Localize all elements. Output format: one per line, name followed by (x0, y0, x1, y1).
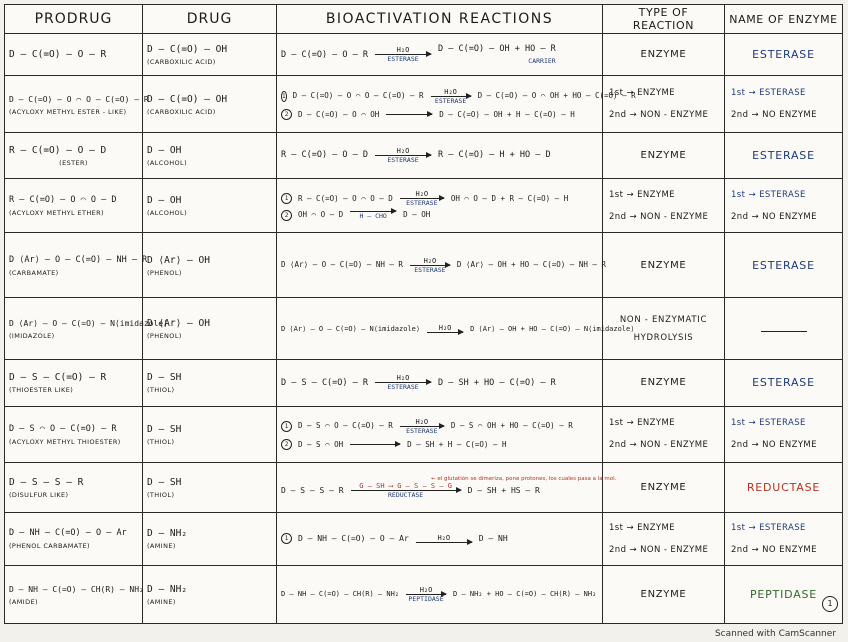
reactant: D ⟨Ar⟩ – O – C(=O) – N⟨imidazole⟩ (281, 324, 421, 333)
type-step-1: 1st → ENZYME (609, 189, 675, 200)
prodrug-caption: (ACYLOXY METHYL ETHER) (9, 209, 104, 218)
drug-caption: (CARBOXILIC ACID) (147, 58, 216, 67)
enzyme-cell: ESTERASE (725, 233, 843, 297)
product: D – C(=O) – OH + HO – R (438, 43, 556, 54)
reaction-line-2 (281, 109, 598, 121)
arrow-enzyme: PEPTIDASE (408, 594, 444, 603)
enzyme-cell: PEPTIDASE (725, 565, 843, 623)
reaction-cell (277, 179, 603, 233)
arrow-line (416, 542, 472, 543)
no-enzyme-dash (761, 331, 807, 332)
reaction-arrow (400, 418, 444, 435)
table-row (5, 360, 843, 406)
table-row (5, 179, 843, 233)
header-prodrug: PRODRUG (5, 5, 143, 34)
header-name: NAME OF ENZYME (725, 5, 843, 34)
arrow-line (350, 444, 400, 445)
product: D – SH + HS – R (467, 485, 540, 495)
prodrug-table (4, 4, 843, 624)
drug-caption: (ALCOHOL) (147, 158, 188, 167)
arrow-enzyme: ESTERASE (414, 265, 446, 274)
arrow-reagent: G – SH ⟶ G – S – S – G (359, 482, 452, 491)
enzyme-cell (725, 179, 843, 233)
reaction-cell (277, 233, 606, 297)
enzyme-step-2: 2nd → NO ENZYME (731, 544, 817, 555)
reaction-arrow (350, 444, 400, 445)
prodrug-cell (5, 360, 143, 406)
reaction-line (281, 256, 606, 274)
header-type: TYPE OF REACTION (603, 5, 725, 34)
reaction-arrow (406, 586, 446, 603)
step-number: 1 (281, 193, 292, 204)
enzyme-step-2: 2nd → NO ENZYME (731, 211, 817, 222)
prodrug-caption: (IMIDAZOLE) (9, 332, 55, 341)
arrow-enzyme: ESTERASE (387, 155, 419, 164)
enzyme-cell (725, 297, 843, 359)
type-cell: ENZYME (603, 132, 725, 178)
arrow-line (375, 382, 431, 383)
header-row (5, 5, 843, 34)
step-number: 1 (282, 92, 286, 100)
reactant: D – S – S – R (281, 485, 344, 495)
drug-cell (143, 565, 277, 623)
enzyme-cell (725, 513, 843, 565)
step-number: 1 (281, 421, 292, 432)
reactant: D – S – C(=O) – R (281, 377, 368, 388)
arrow-line (410, 265, 450, 266)
reactant: D ⟨Ar⟩ – O – C(=O) – NH – R (281, 260, 403, 270)
drug-cell (143, 233, 277, 297)
reaction-cell (277, 297, 635, 359)
prodrug-caption: (ACYLOXY METHYL ESTER - LIKE) (9, 107, 127, 116)
prodrug-structure: D – S – C(=O) – R (9, 372, 107, 384)
type-cell (603, 406, 725, 462)
enzyme-step-2: 2nd → NO ENZYME (731, 440, 817, 451)
reaction-arrow (386, 114, 432, 115)
drug-caption: (CARBOXILIC ACID) (147, 107, 216, 116)
drug-structure: D – SH (147, 423, 182, 435)
reaction-line (281, 482, 598, 499)
drug-caption: (AMINE) (147, 542, 176, 551)
type-cell (603, 76, 725, 132)
reactant: D – S ⌒ OH (298, 439, 344, 449)
header-bioactivation: BIOACTIVATION REACTIONS (277, 5, 603, 34)
prodrug-cell (5, 233, 148, 297)
scanner-footer: Scanned with CamScanner (714, 629, 836, 639)
prodrug-cell (5, 76, 149, 132)
arrow-reagent: H₂O (444, 87, 457, 96)
prodrug-caption: (AMIDE) (9, 597, 38, 606)
type-cell (603, 513, 725, 565)
drug-cell (143, 179, 277, 233)
arrow-line (351, 490, 461, 491)
type-cell: ENZYME (603, 233, 725, 297)
carrier-label: CARRIER (528, 56, 556, 65)
arrow-enzyme: REDUCTASE (388, 491, 424, 500)
type-cell: ENZYME (603, 565, 725, 623)
enzyme-cell: ESTERASE (725, 34, 843, 76)
table-row (5, 565, 843, 623)
type-step-2: 2nd → NON - ENZYME (609, 544, 709, 555)
enzyme-step-1: 1st → ESTERASE (731, 88, 806, 99)
arrow-line (386, 114, 432, 115)
arrow-reagent: H₂O (437, 534, 451, 543)
enzyme-step-1: 1st → ESTERASE (731, 522, 806, 533)
reaction-line (281, 323, 635, 335)
reaction-line (281, 43, 598, 67)
prodrug-caption: (PHENOL CARBAMATE) (9, 542, 90, 551)
reaction-arrow (416, 534, 472, 543)
table-row (5, 406, 843, 462)
reaction-line (281, 533, 598, 545)
arrow-enzyme: ESTERASE (387, 55, 419, 64)
type-step-1: 1st → ENZYME (609, 88, 675, 99)
product: R – C(=O) – H + HO – D (438, 150, 551, 161)
reactant: D – C(=O) – O – R (281, 49, 368, 60)
arrow-enzyme: ESTERASE (406, 426, 438, 435)
reaction-arrow (375, 374, 431, 391)
products (438, 43, 556, 67)
drug-caption: (THIOL) (147, 437, 175, 446)
drug-caption: (AMINE) (147, 597, 176, 606)
type-step-1: 1st → ENZYME (609, 418, 675, 429)
product: D – NH (478, 533, 508, 543)
table-row (5, 233, 843, 297)
prodrug-cell (5, 462, 143, 512)
prodrug-structure: D – S – S – R (9, 477, 84, 489)
step-number: 1 (281, 533, 292, 544)
arrow-enzyme: ESTERASE (434, 96, 467, 105)
prodrug-caption: (THIOESTER LIKE) (9, 386, 74, 395)
arrow-line (406, 594, 446, 595)
type-step-2: 2nd → NON - ENZYME (609, 440, 709, 451)
notes-sheet (4, 4, 842, 624)
arrow-line (350, 211, 396, 212)
table-row (5, 132, 843, 178)
drug-caption: (PHENOL) (147, 268, 182, 277)
reaction-cell (277, 462, 617, 512)
drug-structure: D ⟨Ar⟩ – OH (147, 254, 210, 266)
reactant: OH ⌒ O – D (298, 210, 344, 220)
prodrug-caption: (ESTER) (59, 158, 88, 167)
type-line-2: HYDROLYSIS (633, 332, 694, 343)
step-number: 2 (281, 109, 292, 120)
arrow-reagent: H₂O (415, 190, 429, 199)
step-number: 2 (281, 210, 292, 221)
arrow-line (427, 332, 463, 333)
drug-structure: D – OH (147, 144, 182, 156)
drug-structure: D – NH₂ (147, 528, 188, 540)
product: D ⟨Ar⟩ – OH + HO – C(=O) – N⟨imidazole⟩ (470, 324, 635, 333)
type-step-2: 2nd → NON - ENZYME (609, 110, 709, 121)
prodrug-cell (5, 513, 143, 565)
reaction-cell (277, 76, 636, 132)
arrow-reagent: H₂O (415, 417, 429, 426)
product: D – OH (403, 210, 431, 220)
product: D – NH₂ + HO – C(=O) – CH(R) – NH₂ (453, 590, 597, 599)
header-drug: DRUG (143, 5, 277, 34)
reaction-line-1 (281, 190, 598, 207)
prodrug-structure: D – C(=O) – O ⌒ O – C(=O) – R (9, 94, 149, 104)
reaction-line (281, 374, 598, 391)
prodrug-cell (5, 132, 143, 178)
table-row (5, 297, 843, 359)
drug-structure: D – C(=O) – OH (147, 44, 228, 56)
enzyme-cell: ESTERASE (725, 360, 843, 406)
reaction-arrow (400, 190, 444, 207)
drug-caption: (THIOL) (147, 491, 175, 500)
drug-structure: D – C(=O) – OH (147, 93, 228, 105)
step-number: 2 (281, 439, 292, 450)
product: OH ⌒ O – D + R – C(=O) – H (450, 193, 569, 203)
prodrug-cell (5, 406, 143, 462)
reaction-arrow (351, 482, 461, 499)
reactant: R – C(=O) – O ⌒ O – D (298, 193, 393, 203)
arrow-reagent: H₂O (396, 46, 410, 55)
prodrug-structure: D ⟨Ar⟩ – O – C(=O) – N⟨imidazole⟩ (9, 319, 168, 329)
enzyme-cell: REDUCTASE (725, 462, 843, 512)
drug-caption: (THIOL) (147, 386, 175, 395)
prodrug-caption: (DISULFUR LIKE) (9, 491, 69, 500)
prodrug-structure: D – NH – C(=O) – O – Ar (9, 528, 127, 539)
reaction-arrow (375, 46, 431, 63)
enzyme-step-1: 1st → ESTERASE (731, 418, 806, 429)
prodrug-caption: (ACYLOXY METHYL THIOESTER) (9, 437, 121, 446)
arrow-enzyme: ESTERASE (406, 199, 438, 208)
arrow-reagent: H₂O (419, 585, 433, 594)
reaction-cell (277, 34, 603, 76)
table-row (5, 462, 843, 512)
arrow-line (400, 198, 444, 199)
product: D – S ⌒ OH + HO – C(=O) – R (450, 421, 573, 431)
reaction-arrow (410, 257, 450, 274)
product: D – SH + HO – C(=O) – R (438, 377, 556, 388)
drug-cell (143, 462, 277, 512)
product: D – C(=O) – O ⌒ OH + HO – C(=O) – R (477, 91, 636, 101)
reaction-cell (277, 360, 603, 406)
prodrug-structure: D – NH – C(=O) – CH(R) – NH₂ (9, 584, 144, 594)
drug-cell (143, 513, 277, 565)
drug-structure: D – SH (147, 477, 182, 489)
arrow-line (375, 155, 431, 156)
reactant: D – NH – C(=O) – O – Ar (298, 533, 409, 543)
type-cell: ENZYME (603, 360, 725, 406)
prodrug-cell (5, 179, 143, 233)
drug-caption: (ALCOHOL) (147, 209, 188, 218)
drug-structure: D – OH (147, 195, 182, 207)
arrow-line (431, 96, 471, 97)
reaction-line-1 (281, 87, 636, 105)
drug-cell (143, 360, 277, 406)
prodrug-structure: D – C(=O) – O – R (9, 49, 107, 61)
type-line-1: NON - ENZYMATIC (619, 314, 708, 325)
product: D – C(=O) – OH + H – C(=O) – H (439, 109, 575, 119)
reactant: D – NH – C(=O) – CH(R) – NH₂ (281, 590, 400, 599)
reactant: D – C(=O) – O ⌒ O – C(=O) – R (292, 91, 424, 101)
reaction-arrow (350, 211, 396, 220)
arrow-byproduct: H – CHO (359, 211, 387, 220)
reaction-line-2 (281, 209, 598, 221)
enzyme-step-1: 1st → ESTERASE (731, 189, 806, 200)
reaction-arrow (431, 88, 471, 105)
table-row (5, 76, 843, 132)
reaction-arrow (375, 147, 431, 164)
prodrug-structure: R – C(=O) – O – D (9, 144, 107, 156)
reactant: D – C(=O) – O ⌒ OH (298, 109, 380, 119)
reaction-line-1 (281, 418, 598, 435)
type-cell (603, 179, 725, 233)
reaction-cell (277, 513, 603, 565)
page-number: 1 (822, 596, 838, 612)
product: D – SH + H – C(=O) – H (407, 439, 507, 449)
reaction-line-2 (281, 439, 598, 451)
arrow-reagent: H₂O (396, 146, 410, 155)
type-cell: ENZYME (603, 462, 725, 512)
drug-structure: D – SH (147, 372, 182, 384)
arrow-reagent: H₂O (396, 374, 410, 383)
drug-structure: D ⟨Ar⟩ – OH (147, 318, 210, 330)
prodrug-caption: (CARBAMATE) (9, 268, 59, 277)
type-cell: ENZYME (603, 34, 725, 76)
enzyme-cell (725, 76, 843, 132)
reaction-cell (277, 406, 603, 462)
arrow-line (400, 426, 444, 427)
reaction-arrow (427, 324, 463, 333)
prodrug-structure: D ⟨Ar⟩ – O – C(=O) – NH – R (9, 254, 148, 265)
product: D ⟨Ar⟩ – OH + HO – C(=O) – NH – R (456, 260, 606, 270)
drug-caption: (PHENOL) (147, 332, 182, 341)
drug-cell (143, 406, 277, 462)
reaction-cell (277, 132, 603, 178)
table-row (5, 513, 843, 565)
prodrug-structure: D – S ⌒ O – C(=O) – R (9, 423, 117, 434)
drug-cell (143, 132, 277, 178)
drug-cell (143, 34, 277, 76)
reactant: R – C(=O) – O – D (281, 150, 368, 161)
type-step-1: 1st → ENZYME (609, 522, 675, 533)
enzyme-step-2: 2nd → NO ENZYME (731, 110, 817, 121)
reaction-line (281, 147, 598, 164)
drug-cell (143, 76, 277, 132)
type-step-2: 2nd → NON - ENZYME (609, 211, 709, 222)
enzyme-cell (725, 406, 843, 462)
reactant: D – S ⌒ O – C(=O) – R (298, 421, 393, 431)
reaction-line (281, 586, 598, 603)
arrow-reagent: H₂O (438, 324, 452, 333)
table-row (5, 34, 843, 76)
drug-structure: D – NH₂ (147, 583, 188, 595)
drug-cell (143, 297, 277, 359)
prodrug-cell (5, 34, 143, 76)
arrow-enzyme: ESTERASE (387, 383, 419, 392)
prodrug-cell (5, 565, 143, 623)
arrow-reagent: H₂O (423, 256, 437, 265)
reaction-cell (277, 565, 603, 623)
glutathione-note: ← el glutatión se dimeriza, pone protones, los cuales pasa a la mol. (431, 476, 617, 483)
prodrug-structure: R – C(=O) – O ⌒ O – D (9, 195, 117, 206)
enzyme-cell: ESTERASE (725, 132, 843, 178)
arrow-line (375, 54, 431, 55)
